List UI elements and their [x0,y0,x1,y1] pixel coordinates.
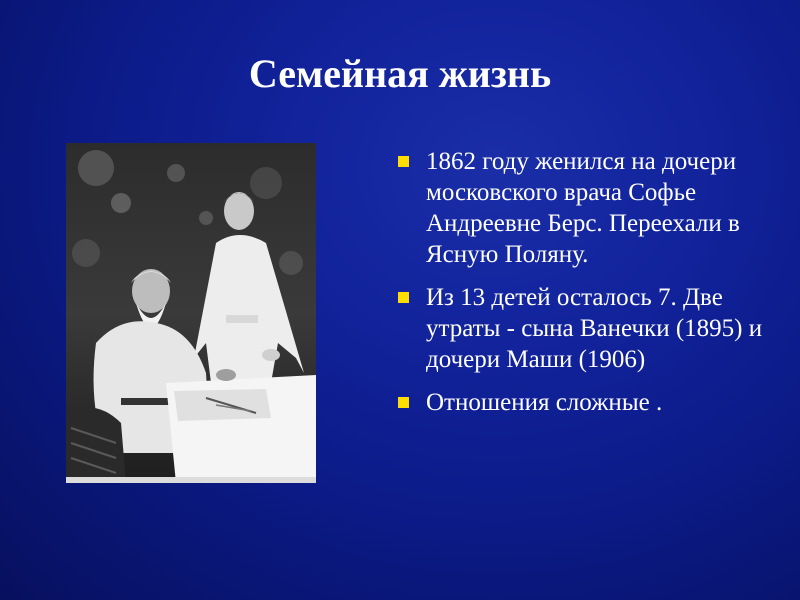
family-photo-image [66,143,316,483]
slide-title: Семейная жизнь [248,51,552,96]
square-bullet-icon [398,156,409,167]
square-bullet-icon [398,397,409,408]
bullet-text: Из 13 детей осталось 7. Две утраты - сына Ванечки (1895) и дочери Маши (1906) [426,284,763,373]
bullet-list [398,146,788,430]
square-bullet-icon [398,292,409,303]
family-photo [66,143,316,483]
bullet-item [398,282,788,375]
bullet-text: 1862 году женился на дочери московского врача Софье Андреевне Берс. Переехали в Ясную Поляну. [426,148,740,268]
bullet-item [398,387,788,418]
bullet-text: Отношения сложные . [426,389,663,416]
bullet-item [398,146,788,270]
